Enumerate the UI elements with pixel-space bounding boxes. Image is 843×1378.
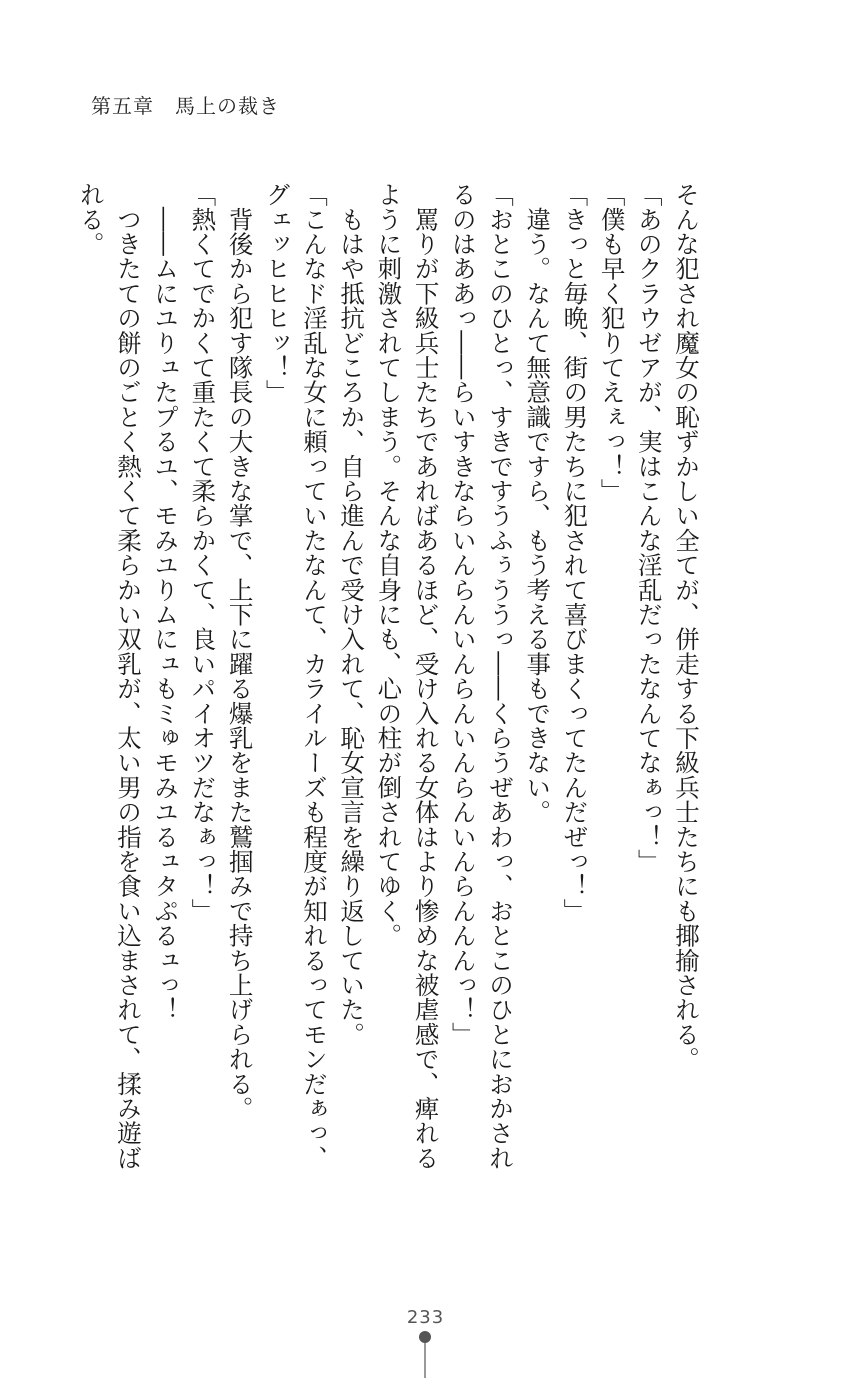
text-line-11: 「こんなド淫乱な女に頼っていたなんて、カライルーズも程度が知れるってモンだぁっ、 [299,182,329,1170]
text-line-16: つきたての餅のごとく熱くて柔らかい双乳が、太い男の指を食い込まされて、揉み遊ば [113,182,143,1171]
text-line-5: 違う。なんて無意識ですら、もう考える事もできない。 [523,182,553,825]
text-line-17: れる。 [76,182,106,257]
page-marker-icon [418,1330,432,1378]
text-line-1: そんな犯され魔女の恥ずかしい全てが、併走する下級兵士たちにも揶揄される。 [672,182,701,1072]
running-head: 第五章 馬上の裁き [91,94,280,118]
text-line-15: ――ムにユりュたプるユ、モみユりムにュもミゅモみユるュタぷるュっ！ [151,182,181,1022]
text-line-13: 背後から犯す隊長の大きな掌で、上下に躍る爆乳をまた鷲掴みで持ち上げられる。 [225,182,255,1121]
body-text [73,182,705,1171]
text-line-10: もはや抵抗どころか、自ら進んで受け入れて、恥女宣言を繰り返していた。 [337,182,367,1047]
text-line-8: 罵りが下級兵士たちであればあるほど、受け入れる女体はより惨めな被虐感で、痺れる [411,182,441,1170]
text-line-4: 「きっと毎晩、街の男たちに犯されて喜びまくってたんだぜっ！」 [560,182,590,923]
text-line-2: 「あのクラウゼアが、実はこんな淫乱だったなんてなぁっ！」 [634,182,664,874]
page-number: 233 [406,1307,445,1328]
text-line-12: グェッヒヒヒッ！」 [262,182,292,405]
text-line-3: 「僕も早く犯りてえぇっ！」 [597,182,627,504]
text-line-9: ように刺激されてしまう。そんな自身にも、心の柱が倒されてゆく。 [374,182,404,948]
text-line-14: 「熱くてでかくて重たくて柔らかくて、良いパイオツだなぁっ！」 [188,182,218,923]
text-line-7: るのはああっ――らいすきならいんらんいんらんいんらんいんらんんんっ！」 [448,182,478,1047]
text-line-6: 「おとこのひとっ、すきですうふぅううっ――くらうぜあわっ、おとこのひとにおかされ [485,182,515,1170]
